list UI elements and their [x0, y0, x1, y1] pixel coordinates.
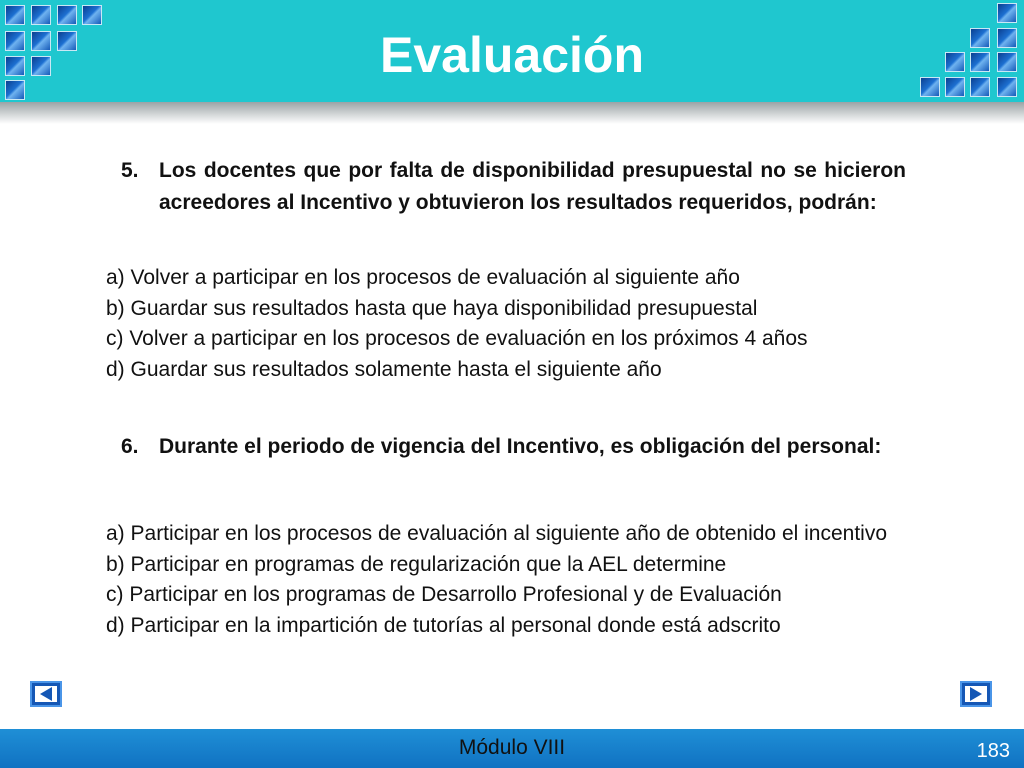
question-text: Durante el periodo de vigencia del Incentivo, es obligación del personal:	[159, 435, 882, 458]
question-number: 6.	[121, 435, 139, 458]
tile	[57, 5, 77, 25]
tile	[31, 5, 51, 25]
slide-title: Evaluación	[380, 27, 644, 83]
previous-arrow-icon	[32, 683, 60, 705]
tile	[997, 3, 1017, 23]
tile	[82, 5, 102, 25]
next-arrow-icon	[962, 683, 990, 705]
option-c: c) Participar en los programas de Desarrollo Profesional y de Evaluación	[106, 583, 782, 607]
question-text: Los docentes que por falta de disponibilidad presupuestal no se hicieron acreedores al Incentivo y obtuvieron los resultados requeridos, podrán:	[159, 159, 906, 214]
next-slide-button[interactable]	[960, 681, 992, 707]
option-a: a) Participar en los procesos de evaluación al siguiente año de obtenido el incentivo	[106, 522, 887, 545]
option-a: a) Volver a participar en los procesos de evaluación al siguiente año	[106, 266, 740, 289]
option-d: d) Guardar sus resultados solamente hasta el siguiente año	[106, 358, 662, 382]
header-shadow	[0, 102, 1024, 124]
option-b: b) Guardar sus resultados hasta que haya disponibilidad presupuestal	[106, 296, 758, 320]
footer-module-label: Módulo VIII	[458, 736, 566, 759]
option-b: b) Participar en programas de regularización que la AEL determine	[106, 552, 727, 576]
question-6-options	[106, 519, 986, 642]
page-number: 183	[976, 740, 1010, 762]
tile	[5, 5, 25, 25]
option-d: d) Participar en la impartición de tutorías al personal donde está adscrito	[106, 614, 781, 638]
previous-slide-button[interactable]	[30, 681, 62, 707]
option-c: c) Volver a participar en los procesos de evaluación en los próximos 4 años	[106, 327, 808, 351]
question-number: 5.	[121, 159, 139, 182]
question-5-options	[106, 263, 986, 386]
